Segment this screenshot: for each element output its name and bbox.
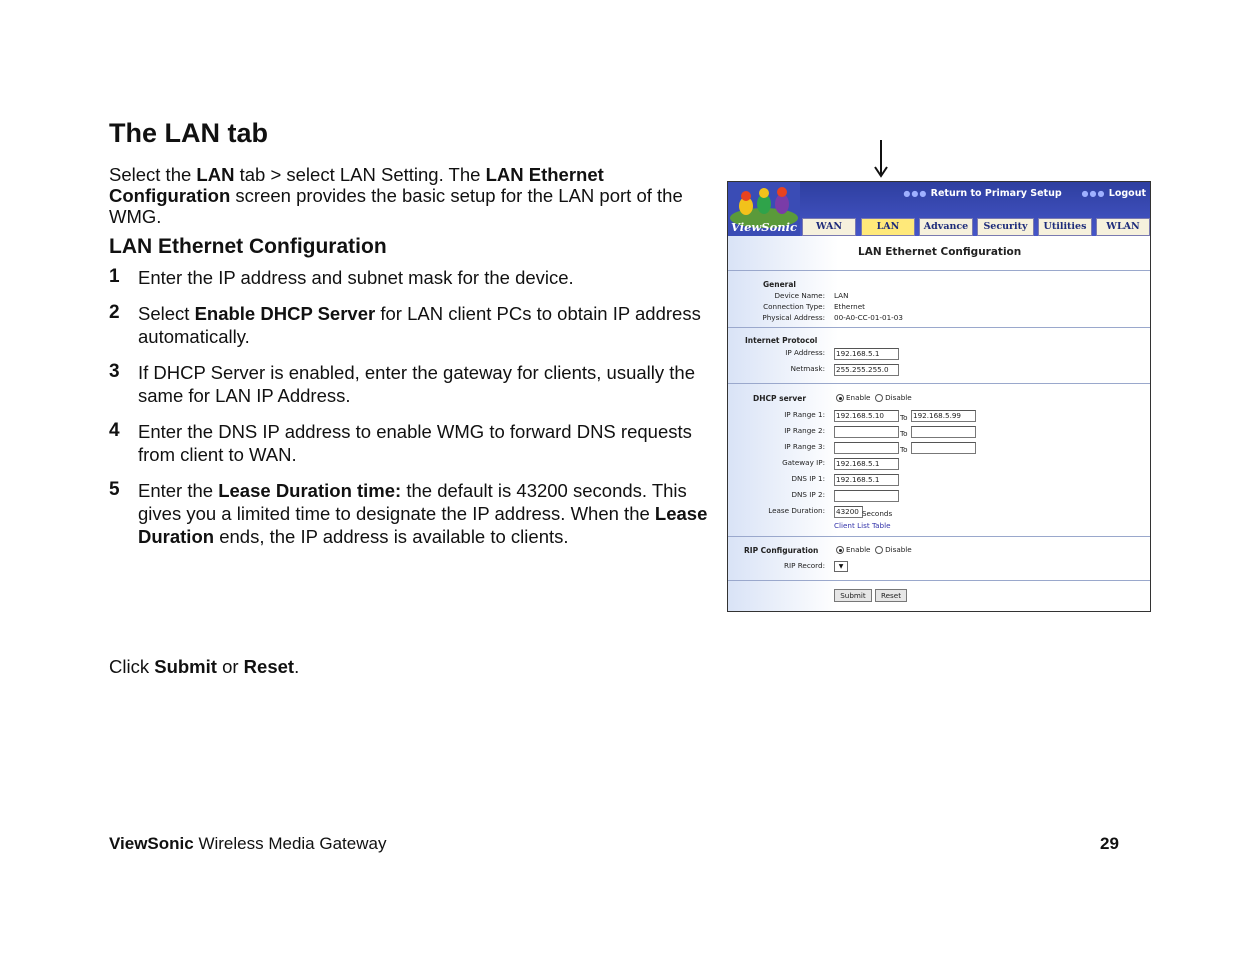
ip-range-3-label: IP Range 3: xyxy=(784,442,825,451)
seconds-label: Seconds xyxy=(862,509,893,518)
dhcp-disable-radio[interactable] xyxy=(875,394,883,402)
step-1 xyxy=(109,266,709,289)
physical-address-label: Physical Address: xyxy=(762,313,825,322)
footer-brand: ViewSonic xyxy=(109,834,194,853)
top-links xyxy=(903,188,1146,199)
connection-type-value: Ethernet xyxy=(834,302,865,311)
dots-icon: ●●● xyxy=(1081,189,1106,198)
lease-duration-label: Lease Duration: xyxy=(768,506,825,515)
step-2 xyxy=(109,302,709,348)
tab-utilities[interactable]: Utilities xyxy=(1038,218,1092,236)
tab-security[interactable]: Security xyxy=(977,218,1034,236)
lan-config-screenshot xyxy=(727,181,1151,612)
rip-enable-radio[interactable] xyxy=(836,546,844,554)
step-number: 2 xyxy=(109,302,120,323)
logout-link[interactable]: Logout xyxy=(1108,188,1146,199)
netmask-input[interactable]: 255.255.255.0 xyxy=(834,364,899,376)
gateway-ip-label: Gateway IP: xyxy=(782,458,825,467)
rip-radio-group xyxy=(836,545,912,554)
intro-paragraph xyxy=(109,164,709,227)
dots-icon: ●●● xyxy=(903,189,928,198)
step-text: Enter the IP address and subnet mask for the device. xyxy=(138,267,574,288)
rip-heading: RIP Configuration xyxy=(744,546,819,555)
tab-wlan[interactable]: WLAN xyxy=(1096,218,1150,236)
physical-address-value: 00-A0-CC-01-01-03 xyxy=(834,313,903,322)
dns-ip-1-label: DNS IP 1: xyxy=(791,474,825,483)
dns-ip-1-input[interactable]: 192.168.5.1 xyxy=(834,474,899,486)
page-number: 29 xyxy=(1100,834,1119,853)
intro-text: Select the xyxy=(109,164,197,185)
dhcp-disable-label: Disable xyxy=(885,393,912,402)
step-text-part: for LAN client PCs to obtain IP address automatically. xyxy=(138,303,701,347)
client-list-table-link[interactable]: Client List Table xyxy=(834,521,891,530)
footer-product: Wireless Media Gateway xyxy=(193,834,387,853)
connection-type-label: Connection Type: xyxy=(763,302,825,311)
ip-address-label: IP Address: xyxy=(785,348,825,357)
step-3 xyxy=(109,361,709,407)
return-primary-link[interactable]: Return to Primary Setup xyxy=(930,188,1062,199)
dhcp-heading: DHCP server xyxy=(753,394,807,403)
tab-wan[interactable]: WAN xyxy=(802,218,856,236)
down-arrow-icon xyxy=(873,140,889,178)
intro-bold-lan: LAN xyxy=(196,164,235,185)
rip-disable-radio[interactable] xyxy=(875,546,883,554)
divider xyxy=(728,580,1150,581)
page-title: The LAN tab xyxy=(109,118,268,148)
screen-title: LAN Ethernet Configuration xyxy=(858,246,1022,258)
footer-title xyxy=(109,834,386,854)
rip-enable-label: Enable xyxy=(846,545,871,554)
step-5 xyxy=(109,479,709,548)
step-number: 3 xyxy=(109,361,120,382)
ip-range-3-to-input[interactable] xyxy=(911,442,976,454)
intro-text: tab > select LAN Setting. The xyxy=(234,164,486,185)
step-text xyxy=(138,479,709,548)
general-heading: General xyxy=(763,280,796,289)
step-text: If DHCP Server is enabled, enter the gateway for clients, usually the same for LAN IP Address. xyxy=(138,362,695,406)
divider xyxy=(728,270,1150,271)
to-label: To xyxy=(900,413,908,422)
ip-range-2-to-input[interactable] xyxy=(911,426,976,438)
step-bold: Lease Duration xyxy=(138,503,708,547)
dhcp-enable-label: Enable xyxy=(846,393,871,402)
device-name-value: LAN xyxy=(834,291,849,300)
step-text: Enter the DNS IP address to enable WMG to forward DNS requests from client to WAN. xyxy=(138,421,692,465)
step-number: 4 xyxy=(109,420,120,441)
rip-record-label: RIP Record: xyxy=(784,561,825,570)
dhcp-enable-radio[interactable] xyxy=(836,394,844,402)
tab-lan[interactable]: LAN xyxy=(861,218,915,236)
internet-protocol-heading: Internet Protocol xyxy=(745,336,818,345)
dns-ip-2-label: DNS IP 2: xyxy=(791,490,825,499)
device-name-label: Device Name: xyxy=(774,291,825,300)
ip-range-3-from-input[interactable] xyxy=(834,442,899,454)
rip-record-select[interactable] xyxy=(834,561,848,572)
gateway-ip-input[interactable]: 192.168.5.1 xyxy=(834,458,899,470)
step-text-part: Select xyxy=(138,303,195,324)
ip-range-1-to-input[interactable]: 192.168.5.99 xyxy=(911,410,976,422)
ip-range-1-label: IP Range 1: xyxy=(784,410,825,419)
step-text-part: ends, the IP address is available to clients. xyxy=(214,526,569,547)
section-title: LAN Ethernet Configuration xyxy=(109,235,387,258)
step-text xyxy=(138,302,709,348)
click-instruction xyxy=(109,656,299,678)
logo-text: ViewSonic xyxy=(731,220,798,234)
click-text: Click xyxy=(109,656,155,677)
ip-range-2-from-input[interactable] xyxy=(834,426,899,438)
to-label: To xyxy=(900,429,908,438)
click-bold-reset: Reset xyxy=(243,656,295,677)
intro-bold-config: LAN Ethernet Configuration xyxy=(109,164,604,206)
click-text: or xyxy=(216,656,244,677)
step-bold: Enable DHCP Server xyxy=(194,303,376,324)
divider xyxy=(728,536,1150,537)
ip-range-1-from-input[interactable]: 192.168.5.10 xyxy=(834,410,899,422)
step-number: 1 xyxy=(109,266,120,287)
reset-button[interactable]: Reset xyxy=(875,589,907,602)
ip-range-2-label: IP Range 2: xyxy=(784,426,825,435)
click-bold-submit: Submit xyxy=(154,656,217,677)
step-number: 5 xyxy=(109,479,120,500)
tab-bar xyxy=(802,218,1150,236)
step-text-part: Enter the xyxy=(138,480,219,501)
step-text-part: the default is 43200 seconds. This gives you a limited time to designate the IP address. When the xyxy=(138,480,687,524)
step-4 xyxy=(109,420,709,466)
divider xyxy=(728,383,1150,384)
chevron-down-icon: ▼ xyxy=(838,563,844,570)
to-label: To xyxy=(900,445,908,454)
submit-button[interactable]: Submit xyxy=(834,589,872,602)
dhcp-radio-group xyxy=(836,393,912,402)
tab-advance[interactable]: Advance xyxy=(919,218,973,236)
rip-disable-label: Disable xyxy=(885,545,912,554)
lease-duration-input[interactable]: 43200 xyxy=(834,506,863,518)
click-text: . xyxy=(294,656,300,677)
divider xyxy=(728,327,1150,328)
netmask-label: Netmask: xyxy=(790,364,825,373)
ip-address-input[interactable]: 192.168.5.1 xyxy=(834,348,899,360)
intro-text: screen provides the basic setup for the LAN port of the WMG. xyxy=(109,185,683,227)
dns-ip-2-input[interactable] xyxy=(834,490,899,502)
step-bold: Lease Duration time: xyxy=(218,480,402,501)
